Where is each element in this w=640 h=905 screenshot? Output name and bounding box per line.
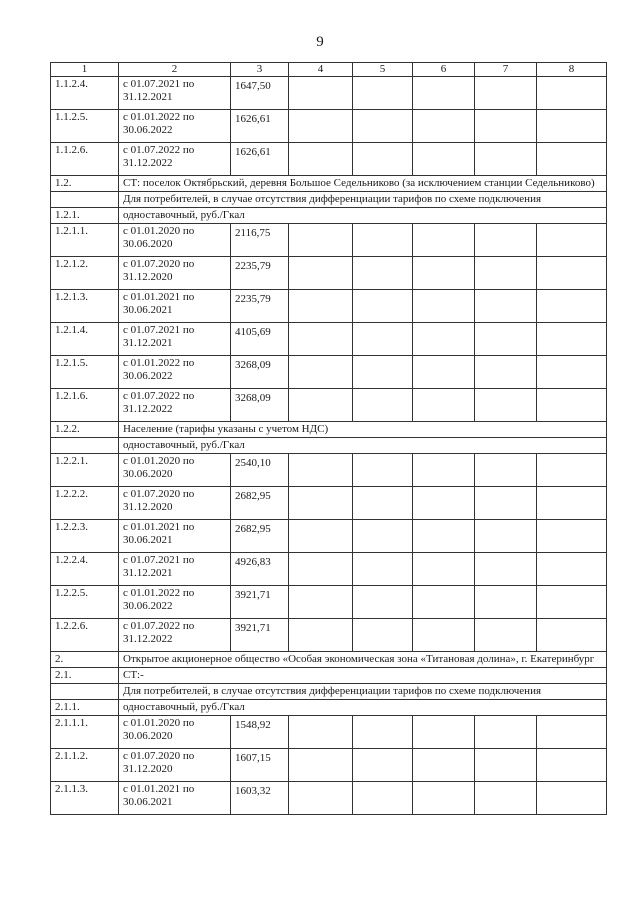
row-number: 1.1.2.4. [51, 77, 119, 110]
col-header: 5 [353, 63, 413, 77]
empty-cell [475, 290, 537, 323]
tariff-value: 2540,10 [231, 454, 289, 487]
empty-cell [537, 749, 607, 782]
row-number: 1.2.2. [51, 422, 119, 438]
empty-cell [413, 356, 475, 389]
section-row [51, 176, 607, 192]
empty-cell [413, 454, 475, 487]
section-row [51, 700, 607, 716]
empty-cell [289, 290, 353, 323]
tariff-row [51, 356, 607, 389]
empty-cell [289, 143, 353, 176]
period-cell: с 01.07.2020 по 31.12.2020 [119, 749, 231, 782]
empty-cell [413, 110, 475, 143]
empty-cell [413, 487, 475, 520]
row-number: 2. [51, 652, 119, 668]
empty-cell [475, 586, 537, 619]
empty-cell [289, 110, 353, 143]
col-header: 1 [51, 63, 119, 77]
empty-cell [413, 323, 475, 356]
period-cell: с 01.01.2020 по 30.06.2020 [119, 454, 231, 487]
tariff-value: 2235,79 [231, 257, 289, 290]
empty-cell [475, 257, 537, 290]
tariff-value: 3921,71 [231, 586, 289, 619]
tariff-value: 2682,95 [231, 520, 289, 553]
tariff-row [51, 224, 607, 257]
empty-cell [475, 487, 537, 520]
tariff-value: 1626,61 [231, 110, 289, 143]
row-number: 1.2.2.4. [51, 553, 119, 586]
empty-cell [353, 110, 413, 143]
empty-cell [475, 619, 537, 652]
period-cell: с 01.07.2021 по 31.12.2021 [119, 323, 231, 356]
empty-cell [475, 389, 537, 422]
tariff-value: 3268,09 [231, 389, 289, 422]
section-text: одноставочный, руб./Гкал [119, 700, 607, 716]
section-text: одноставочный, руб./Гкал [119, 438, 607, 454]
page-number: 9 [316, 34, 324, 50]
empty-cell [475, 782, 537, 815]
col-header: 7 [475, 63, 537, 77]
section-row [51, 684, 607, 700]
col-header: 4 [289, 63, 353, 77]
empty-cell [353, 257, 413, 290]
period-cell: с 01.07.2022 по 31.12.2022 [119, 389, 231, 422]
row-number: 2.1.1.2. [51, 749, 119, 782]
period-cell: с 01.01.2022 по 30.06.2022 [119, 110, 231, 143]
section-text: Открытое акционерное общество «Особая экономическая зона «Титановая долина», г. Екатеринбург [119, 652, 607, 668]
row-number: 2.1.1. [51, 700, 119, 716]
empty-cell [537, 389, 607, 422]
period-cell: с 01.07.2022 по 31.12.2022 [119, 143, 231, 176]
empty-cell [413, 749, 475, 782]
period-cell: с 01.01.2021 по 30.06.2021 [119, 290, 231, 323]
empty-cell [353, 77, 413, 110]
section-row [51, 438, 607, 454]
empty-cell [537, 290, 607, 323]
empty-cell [289, 224, 353, 257]
empty-cell [537, 619, 607, 652]
tariff-row [51, 487, 607, 520]
tariff-row [51, 716, 607, 749]
section-text: Для потребителей, в случае отсутствия дифференциации тарифов по схеме подключения [119, 192, 607, 208]
tariff-row [51, 323, 607, 356]
empty-cell [353, 749, 413, 782]
period-cell: с 01.07.2020 по 31.12.2020 [119, 257, 231, 290]
tariff-row [51, 520, 607, 553]
tariff-row [51, 782, 607, 815]
empty-cell [537, 224, 607, 257]
empty-cell [413, 716, 475, 749]
empty-cell [537, 487, 607, 520]
period-cell: с 01.01.2022 по 30.06.2022 [119, 356, 231, 389]
tariff-value: 2682,95 [231, 487, 289, 520]
tariff-value: 1548,92 [231, 716, 289, 749]
row-number: 1.1.2.5. [51, 110, 119, 143]
empty-cell [353, 619, 413, 652]
header-row [51, 63, 607, 77]
tariff-value: 1647,50 [231, 77, 289, 110]
empty-cell [413, 553, 475, 586]
empty-cell [353, 454, 413, 487]
period-cell: с 01.07.2020 по 31.12.2020 [119, 487, 231, 520]
section-text: одноставочный, руб./Гкал [119, 208, 607, 224]
empty-cell [413, 257, 475, 290]
empty-cell [353, 290, 413, 323]
tariff-row [51, 389, 607, 422]
empty-cell [289, 619, 353, 652]
section-row [51, 668, 607, 684]
period-cell: с 01.07.2021 по 31.12.2021 [119, 77, 231, 110]
empty-cell [353, 586, 413, 619]
period-cell: с 01.01.2020 по 30.06.2020 [119, 716, 231, 749]
section-row [51, 192, 607, 208]
row-number: 1.2.2.6. [51, 619, 119, 652]
tariff-row [51, 110, 607, 143]
tariff-value: 1603,32 [231, 782, 289, 815]
col-header: 3 [231, 63, 289, 77]
row-number: 1.2.2.1. [51, 454, 119, 487]
empty-cell [353, 224, 413, 257]
empty-cell [475, 553, 537, 586]
empty-cell [475, 454, 537, 487]
row-number: 1.2.2.5. [51, 586, 119, 619]
period-cell: с 01.01.2021 по 30.06.2021 [119, 782, 231, 815]
empty-cell [289, 77, 353, 110]
row-number: 1.2.1.1. [51, 224, 119, 257]
empty-cell [353, 553, 413, 586]
empty-cell [289, 323, 353, 356]
period-cell: с 01.01.2022 по 30.06.2022 [119, 586, 231, 619]
empty-cell [537, 110, 607, 143]
tariff-row [51, 143, 607, 176]
tariff-value: 1607,15 [231, 749, 289, 782]
empty-cell [537, 454, 607, 487]
tariff-value: 4105,69 [231, 323, 289, 356]
empty-cell [413, 586, 475, 619]
section-text: Для потребителей, в случае отсутствия дифференциации тарифов по схеме подключения [119, 684, 607, 700]
row-number: 1.2.1.4. [51, 323, 119, 356]
row-number: 1.1.2.6. [51, 143, 119, 176]
tariff-row [51, 749, 607, 782]
empty-cell [475, 716, 537, 749]
tariff-table [50, 62, 607, 815]
tariff-row [51, 619, 607, 652]
empty-cell [475, 749, 537, 782]
empty-cell [537, 356, 607, 389]
empty-cell [537, 143, 607, 176]
empty-cell [413, 619, 475, 652]
empty-cell [413, 143, 475, 176]
section-row [51, 422, 607, 438]
empty-cell [289, 586, 353, 619]
empty-cell [475, 520, 537, 553]
empty-cell [475, 110, 537, 143]
tariff-value: 4926,83 [231, 553, 289, 586]
empty-cell [289, 553, 353, 586]
empty-cell [475, 143, 537, 176]
row-number: 1.2.2.3. [51, 520, 119, 553]
tariff-row [51, 77, 607, 110]
row-number: 2.1.1.1. [51, 716, 119, 749]
row-number: 1.2.1. [51, 208, 119, 224]
col-header: 2 [119, 63, 231, 77]
empty-cell [413, 782, 475, 815]
row-number [51, 192, 119, 208]
section-text: Население (тарифы указаны с учетом НДС) [119, 422, 607, 438]
empty-cell [289, 389, 353, 422]
empty-cell [289, 257, 353, 290]
empty-cell [353, 323, 413, 356]
section-text: СТ:- [119, 668, 607, 684]
empty-cell [475, 323, 537, 356]
row-number: 2.1. [51, 668, 119, 684]
empty-cell [413, 389, 475, 422]
empty-cell [353, 782, 413, 815]
tariff-row [51, 553, 607, 586]
empty-cell [537, 257, 607, 290]
empty-cell [537, 586, 607, 619]
empty-cell [289, 716, 353, 749]
empty-cell [353, 716, 413, 749]
empty-cell [353, 520, 413, 553]
empty-cell [353, 389, 413, 422]
period-cell: с 01.01.2020 по 30.06.2020 [119, 224, 231, 257]
tariff-row [51, 454, 607, 487]
section-row [51, 652, 607, 668]
empty-cell [537, 520, 607, 553]
tariff-row [51, 257, 607, 290]
tariff-value: 3921,71 [231, 619, 289, 652]
empty-cell [413, 290, 475, 323]
row-number: 1.2.1.3. [51, 290, 119, 323]
row-number: 1.2.1.2. [51, 257, 119, 290]
row-number [51, 438, 119, 454]
empty-cell [289, 782, 353, 815]
empty-cell [289, 520, 353, 553]
empty-cell [537, 782, 607, 815]
row-number: 1.2.1.5. [51, 356, 119, 389]
row-number: 2.1.1.3. [51, 782, 119, 815]
row-number: 1.2.1.6. [51, 389, 119, 422]
empty-cell [413, 520, 475, 553]
tariff-value: 2116,75 [231, 224, 289, 257]
empty-cell [537, 553, 607, 586]
period-cell: с 01.07.2022 по 31.12.2022 [119, 619, 231, 652]
section-text: СТ: поселок Октябрьский, деревня Большое Седельниково (за исключением станции Седельниково) [119, 176, 607, 192]
period-cell: с 01.01.2021 по 30.06.2021 [119, 520, 231, 553]
empty-cell [537, 323, 607, 356]
empty-cell [413, 77, 475, 110]
tariff-value: 3268,09 [231, 356, 289, 389]
empty-cell [289, 487, 353, 520]
empty-cell [289, 749, 353, 782]
empty-cell [537, 716, 607, 749]
row-number: 1.2.2.2. [51, 487, 119, 520]
tariff-value: 1626,61 [231, 143, 289, 176]
empty-cell [353, 356, 413, 389]
empty-cell [475, 224, 537, 257]
row-number: 1.2. [51, 176, 119, 192]
section-row [51, 208, 607, 224]
tariff-row [51, 586, 607, 619]
empty-cell [413, 224, 475, 257]
col-header: 6 [413, 63, 475, 77]
empty-cell [537, 77, 607, 110]
tariff-row [51, 290, 607, 323]
empty-cell [353, 143, 413, 176]
empty-cell [289, 356, 353, 389]
empty-cell [353, 487, 413, 520]
tariff-value: 2235,79 [231, 290, 289, 323]
empty-cell [289, 454, 353, 487]
period-cell: с 01.07.2021 по 31.12.2021 [119, 553, 231, 586]
empty-cell [475, 77, 537, 110]
row-number [51, 684, 119, 700]
col-header: 8 [537, 63, 607, 77]
empty-cell [475, 356, 537, 389]
